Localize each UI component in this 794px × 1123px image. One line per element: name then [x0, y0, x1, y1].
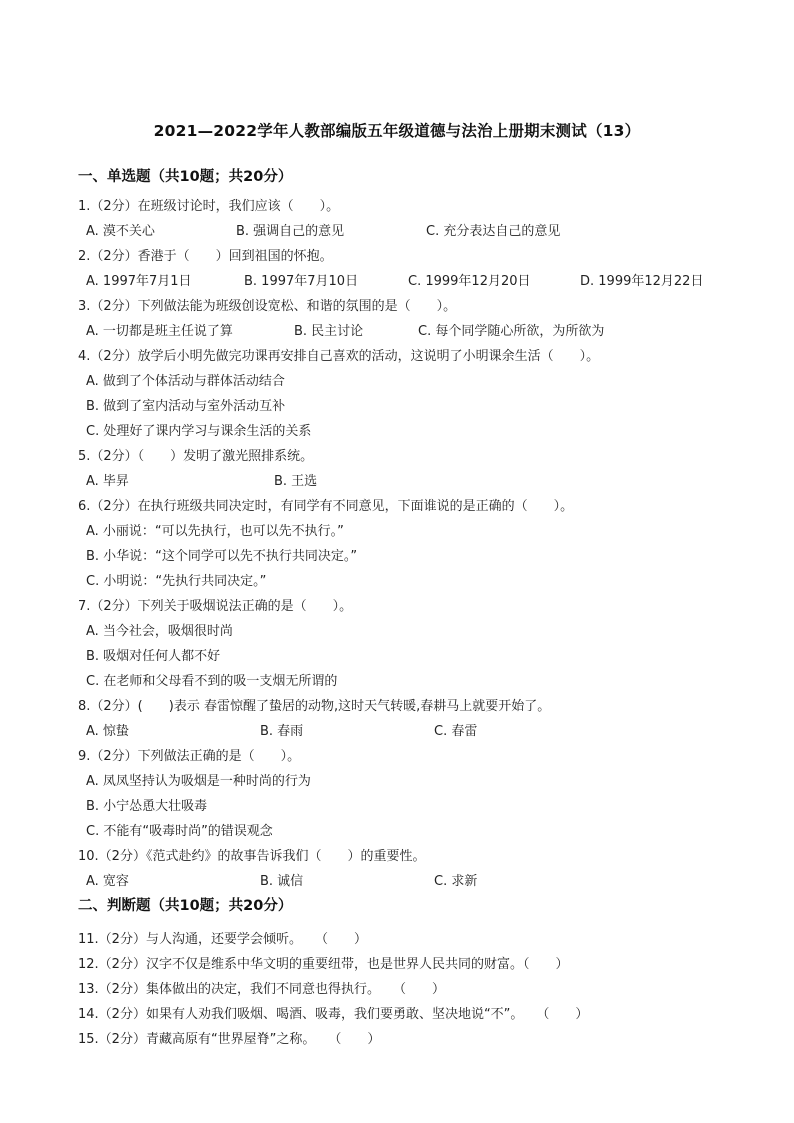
question-4-option-b[interactable]: B. 做到了室内活动与室外活动互补 — [86, 399, 286, 414]
question-8-option-b[interactable]: B. 春雨 — [260, 724, 304, 739]
question-7: 7.（2分）下列关于吸烟说法正确的是（ ）。 — [78, 599, 353, 614]
question-10-option-c[interactable]: C. 求新 — [434, 874, 478, 889]
question-8-option-c[interactable]: C. 春雷 — [434, 724, 478, 739]
question-2-option-a[interactable]: A. 1997年7月1日 — [86, 274, 192, 289]
question-15: 15.（2分）青藏高原有“世界屋脊”之称。 （ ） — [78, 1032, 381, 1047]
question-3-option-a[interactable]: A. 一切都是班主任说了算 — [86, 324, 233, 339]
question-6-option-b[interactable]: B. 小华说：“这个同学可以先不执行共同决定。” — [86, 549, 358, 564]
question-2: 2.（2分）香港于（ ）回到祖国的怀抱。 — [78, 249, 333, 264]
section-heading-single-choice: 一、单选题（共10题；共20分） — [78, 169, 293, 185]
question-1-option-a[interactable]: A. 漠不关心 — [86, 224, 155, 239]
question-13: 13.（2分）集体做出的决定，我们不同意也得执行。 （ ） — [78, 982, 445, 997]
question-7-option-b[interactable]: B. 吸烟对任何人都不好 — [86, 649, 221, 664]
question-3-option-c[interactable]: C. 每个同学随心所欲，为所欲为 — [418, 324, 605, 339]
question-5-option-b[interactable]: B. 王选 — [274, 474, 318, 489]
question-1-option-b[interactable]: B. 强调自己的意见 — [236, 224, 345, 239]
question-3: 3.（2分）下列做法能为班级创设宽松、和谐的氛围的是（ ）。 — [78, 299, 457, 314]
question-5-option-a[interactable]: A. 毕昇 — [86, 474, 129, 489]
question-2-option-c[interactable]: C. 1999年12月20日 — [408, 274, 531, 289]
section-heading-true-false: 二、判断题（共10题；共20分） — [78, 898, 293, 914]
question-9-option-a[interactable]: A. 凤凤坚持认为吸烟是一种时尚的行为 — [86, 774, 311, 789]
question-9: 9.（2分）下列做法正确的是（ ）。 — [78, 749, 301, 764]
question-7-option-a[interactable]: A. 当今社会，吸烟很时尚 — [86, 624, 233, 639]
question-1-option-c[interactable]: C. 充分表达自己的意见 — [426, 224, 561, 239]
question-7-option-c[interactable]: C. 在老师和父母看不到的吸一支烟无所谓的 — [86, 674, 338, 689]
question-2-option-b[interactable]: B. 1997年7月10日 — [244, 274, 359, 289]
question-9-option-c[interactable]: C. 不能有“吸毒时尚”的错误观念 — [86, 824, 273, 839]
question-9-option-b[interactable]: B. 小宁怂恿大壮吸毒 — [86, 799, 208, 814]
question-6-option-a[interactable]: A. 小丽说：“可以先执行，也可以先不执行。” — [86, 524, 344, 539]
question-12: 12.（2分）汉字不仅是维系中华文明的重要纽带，也是世界人民共同的财富。（ ） — [78, 957, 569, 972]
question-5: 5.（2分）（ ）发明了激光照排系统。 — [78, 449, 314, 464]
question-10-option-a[interactable]: A. 宽容 — [86, 874, 129, 889]
question-10: 10.（2分）《范式赴约》的故事告诉我们（ ）的重要性。 — [78, 849, 426, 864]
question-8-option-a[interactable]: A. 惊蛰 — [86, 724, 129, 739]
question-8: 8.（2分）( )表示 春雷惊醒了蛰居的动物,这时天气转暖,春耕马上就要开始了。 — [78, 699, 551, 714]
question-4-option-c[interactable]: C. 处理好了课内学习与课余生活的关系 — [86, 424, 312, 439]
question-6-option-c[interactable]: C. 小明说：“先执行共同决定。” — [86, 574, 267, 589]
question-4: 4.（2分）放学后小明先做完功课再安排自己喜欢的活动，这说明了小明课余生活（ ）。 — [78, 349, 600, 364]
question-3-option-b[interactable]: B. 民主讨论 — [294, 324, 364, 339]
question-14: 14.（2分）如果有人劝我们吸烟、喝酒、吸毒，我们要勇敢、坚决地说“不”。 （ ） — [78, 1007, 589, 1022]
question-11: 11.（2分）与人沟通，还要学会倾听。 （ ） — [78, 932, 367, 947]
exam-title: 2021—2022学年人教部编版五年级道德与法治上册期末测试（13） — [153, 122, 641, 140]
question-1: 1.（2分）在班级讨论时，我们应该（ ）。 — [78, 199, 340, 214]
question-2-option-d[interactable]: D. 1999年12月22日 — [580, 274, 704, 289]
question-4-option-a[interactable]: A. 做到了个体活动与群体活动结合 — [86, 374, 285, 389]
question-6: 6.（2分）在执行班级共同决定时，有同学有不同意见，下面谁说的是正确的（ ）。 — [78, 499, 574, 514]
question-10-option-b[interactable]: B. 诚信 — [260, 874, 304, 889]
